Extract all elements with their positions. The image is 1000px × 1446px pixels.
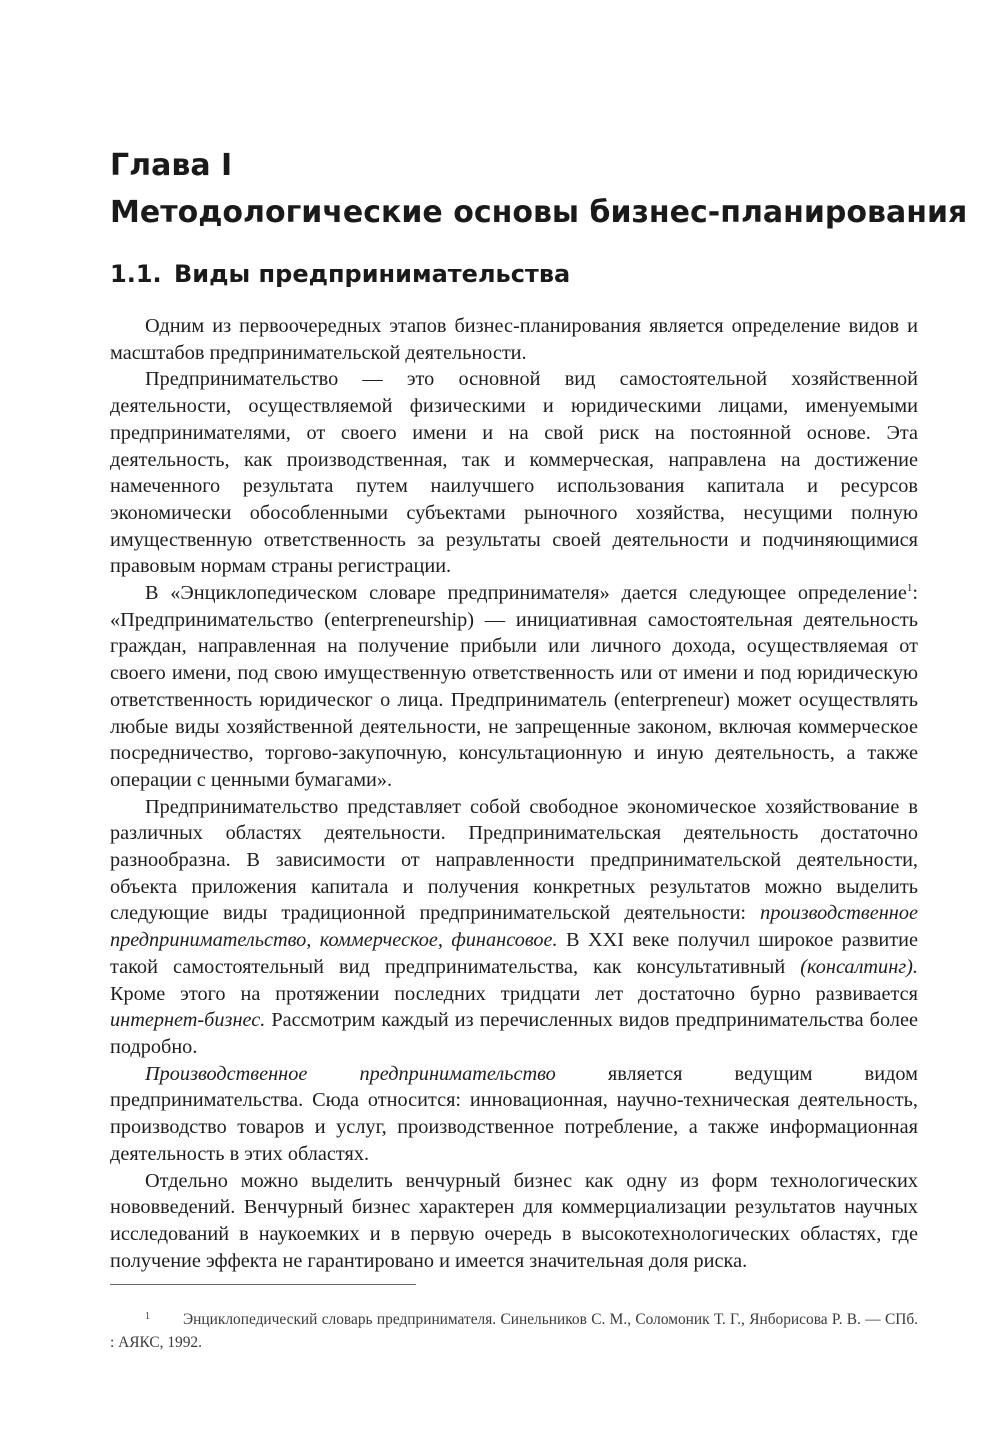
chapter-name: Методологические основы бизнес-планирования xyxy=(110,195,968,230)
footnote-number: 1 xyxy=(145,1311,150,1322)
footnote-divider xyxy=(110,1284,416,1285)
paragraph-2: Предпринимательство — это основной вид самостоятельной хозяйственной деятельности, осуществляемой физическими и юридическими лицами, именуемыми предпринимателями, от своего имени и на свой риск на постоянной основе. Эта деятельность, как производственная, так и коммерческая, направлена на достижение намеченного результата путем наилучшего использования капитала и ресурсов экономически обособленными субъектами рыночного хозяйства, несущими полную имущественную ответственность за результаты своей деятельности и подчиняющимися правовым нормам страны регистрации. xyxy=(110,368,918,578)
section-title: Виды предпринимательства xyxy=(174,260,571,288)
paragraph-1: Одним из первоочередных этапов бизнес-планирования является определение видов и масштабов предпринимательской деятельности. xyxy=(110,315,918,364)
footnote-reference[interactable]: 1 xyxy=(906,582,913,595)
chapter-title xyxy=(110,142,970,236)
paragraph-3-part-b: : «Предпринимательство (enterpreneurship) — инициативная самостоятельная деятельность граждан, направленная на получение прибыли или личного дохода, осуществляемая от своего имени, под свою имущественную ответственность или от имени и под юридическую ответственность юридическог о лица. Предприниматель (enterpreneur) может осуществлять любые виды хозяйственной деятельности, не запрещенные законом, включая коммерческое посредничество, торгово-закупочную, консультационную и иную деятельность, а также операции с ценными бумагами». xyxy=(110,582,918,791)
paragraph-6: Отдельно можно выделить венчурный бизнес как одну из форм технологических нововведений. Венчурный бизнес характерен для коммерциализации результатов научных исследований в наукоемких и в первую очередь в высокотехнологических областях, где получение эффекта не гарантировано и имеется значительная доля риска. xyxy=(110,1169,918,1272)
paragraph-3 xyxy=(110,580,918,794)
paragraph-5-emphasis: Производственное предпринимательство xyxy=(145,1062,556,1085)
footnote xyxy=(110,1305,918,1354)
paragraph-5 xyxy=(110,1061,918,1168)
paragraph-4 xyxy=(110,794,918,1061)
body-text xyxy=(110,313,918,1274)
paragraph-4-emphasis-2: (консалтинг). xyxy=(800,955,918,978)
footnote-text: Энциклопедический словарь предпринимателя. Синельников С. М., Соломоник Т. Г., Янборисова Р. В. — СПб. : АЯКС, 1992. xyxy=(110,1311,918,1351)
chapter-label: Глава I xyxy=(110,148,233,183)
paragraph-4-part-a: Предпринимательство представляет собой свободное экономическое хозяйствование в различных областях деятельности. Предпринимательская деятельность достаточно разнообразна. В зависимости от направленности предпринимательской деятельности, объекта приложения капитала и получения конкретных результатов можно выделить следующие виды традиционной предпринимательской деятельности: xyxy=(110,795,918,925)
paragraph-5-rest: является ведущим видом предпринимательства. Сюда относится: инновационная, научно-техническая деятельность, производство товаров и услуг, производственное потребление, а также информационная деятельность в этих областях. xyxy=(110,1062,918,1165)
paragraph-4-emphasis-3: интернет-бизнес. xyxy=(110,1009,266,1032)
section-number: 1.1. xyxy=(110,260,162,288)
paragraph-4-part-c: Кроме этого на протяжении последних тридцати лет достаточно бурно развивается xyxy=(110,982,918,1005)
paragraph-4-part-d: Рассмотрим каждый из перечисленных видов предпринимательства более подробно. xyxy=(110,1009,918,1058)
paragraph-3-part-a: В «Энциклопедическом словаре предпринимателя» дается следующее определение xyxy=(145,582,907,605)
paragraph-4-part-b: В XXI веке получил широкое развитие такой самостоятельный вид предпринимательства, как консультативный xyxy=(110,929,918,978)
section-heading xyxy=(110,257,570,291)
paragraph-4-emphasis-1: производственное предпринимательство, коммерческое, финансовое. xyxy=(110,902,918,952)
